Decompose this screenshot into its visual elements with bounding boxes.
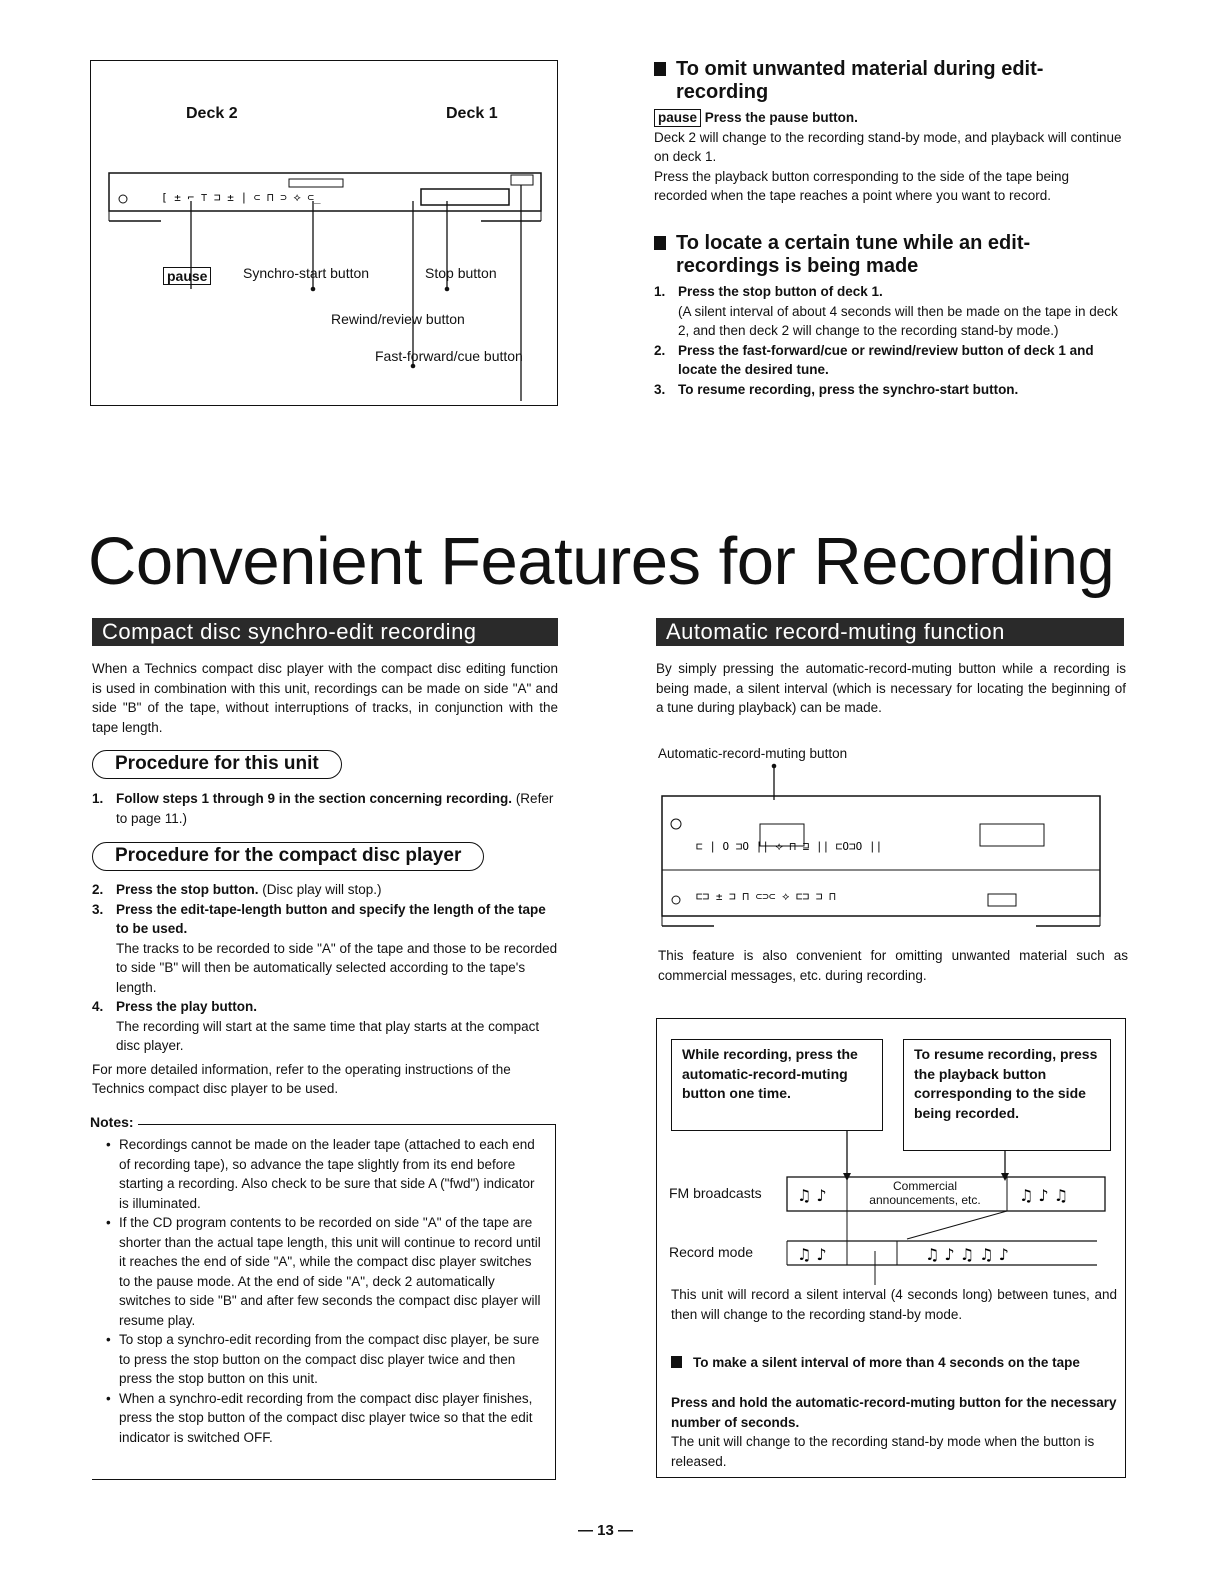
- unit-step-1: Follow steps 1 through 9 in the section concerning recording.: [116, 791, 513, 806]
- svg-text:♫ ♪: ♫ ♪: [797, 1186, 827, 1205]
- omit-p1: Deck 2 will change to the recording stand-by mode, and playback will continue on deck 1.: [654, 129, 1122, 164]
- unit-front-panel: [656, 760, 1106, 932]
- fm-broadcasts-label: FM broadcasts: [669, 1185, 762, 1201]
- longer-silence-instruction: Press and hold the automatic-record-muting button for the necessary number of seconds.: [671, 1395, 1117, 1430]
- muting-flow-box: [656, 1018, 1126, 1478]
- deck1-label: Deck 1: [446, 105, 498, 122]
- cd-step-2-note: (Disc play will stop.): [262, 882, 382, 897]
- longer-silence-note: The unit will change to the recording stand-by mode when the button is released.: [671, 1434, 1095, 1469]
- locate-section: To locate a certain tune while an edit-recordings is being made 1. Press the stop button of deck 1. (A silent interval of about 4 seconds will then be made on the tape in deck 2, and then deck 2 will change to the recording stand-by mode.) 2. Press the fast-forward/cue or rewind/review button of deck 1 and locate the desired tune. 3. To resume recording, press the synchro-start button.: [654, 232, 1124, 399]
- svg-text:♫ ♪ ♫: ♫ ♪ ♫: [1019, 1186, 1069, 1205]
- synchro-start-label: Synchro-start button: [243, 265, 370, 281]
- cd-step-4: Press the play button.: [116, 999, 258, 1014]
- svg-text:[ ± ⌐ ⊤ ⊐ ± ∣ ⊂ ⊓ ⊃ ⟡ ⊂_: [ ± ⌐ ⊤ ⊐ ± ∣ ⊂ ⊓ ⊃ ⟡ ⊂_: [161, 191, 321, 204]
- pause-key: pause: [163, 267, 211, 285]
- cd-step-4-note: The recording will start at the same time that play starts at the compact disc player.: [116, 1018, 540, 1053]
- procedure-unit-heading: Procedure for this unit: [92, 750, 342, 779]
- locate-step-1-note: (A silent interval of about 4 seconds will then be made on the tape in deck 2, and then deck 2 will change to the recording stand-by mode.): [678, 303, 1118, 338]
- muting-convenience: This feature is also convenient for omitting unwanted material such as commercial messages, etc. during recording.: [658, 948, 1128, 983]
- locate-heading: To locate a certain tune while an edit-recordings is being made: [654, 232, 1124, 278]
- cd-intro: When a Technics compact disc player with the compact disc editing function is used in combination with this unit, recordings can be made on side "A" and side "B" of the tape, without interruptions of tracks, in conjunction with the tape length.: [92, 661, 558, 735]
- omit-section: [654, 58, 1124, 206]
- note-1: • Recordings cannot be made on the leader tape (attached to each end of recording tape), so advance the tape slightly from its end before starting a recording. Also check to be sure that side A ("fwd") indicator is illuminated.: [106, 1135, 545, 1213]
- unit-step-1-ref: (Refer to page 11.): [116, 791, 554, 826]
- rewind-label: Rewind/review button: [331, 311, 465, 327]
- flow-box-press: While recording, press the automatic-record-muting button one time.: [671, 1039, 883, 1131]
- note-2: • If the CD program contents to be recorded on side "A" of the tape are shorter than the actual tape length, this unit will continue to record until it reaches the end of side "A", while the compact disc player switches to the pause mode. At the end of side "A", deck 2 automatically switches to side "B" and after few seconds the compact disc player will resume play.: [106, 1213, 545, 1330]
- page-title: Convenient Features for Recording: [88, 524, 1115, 599]
- muting-button-label: Automatic-record-muting button: [658, 746, 848, 761]
- note-3: • To stop a synchro-edit recording from the compact disc player, be sure to press the stop button on the compact disc player twice and then press the stop button on this unit.: [106, 1330, 545, 1389]
- page-number: — 13 —: [578, 1522, 634, 1539]
- notes-box: [90, 1114, 556, 1480]
- record-mode-label: Record mode: [669, 1244, 754, 1260]
- muting-intro: By simply pressing the automatic-record-muting button while a recording is being made, a silent interval (which is necessary for locating the beginning of a tune during playback) can be made.: [656, 661, 1126, 715]
- longer-silence-heading: To make a silent interval of more than 4 seconds on the tape: [671, 1353, 1117, 1373]
- silent-interval-note: This unit will record a silent interval (4 seconds long) between tunes, and then will change to the recording stand-by mode.: [671, 1287, 1117, 1322]
- svg-text:♫ ♪: ♫ ♪: [797, 1245, 827, 1264]
- cd-synchro-banner: Compact disc synchro-edit recording: [92, 618, 558, 646]
- deck-diagram: [90, 60, 558, 406]
- omit-instruction: Press the pause button.: [704, 110, 858, 125]
- cd-step-3: Press the edit-tape-length button and specify the length of the tape to be used.: [116, 901, 546, 936]
- cd-step-2: Press the stop button.: [116, 882, 259, 897]
- notes-title: Notes:: [90, 1113, 138, 1133]
- flow-box-resume: To resume recording, press the playback button corresponding to the side being recorded.: [903, 1039, 1111, 1151]
- deck2-label: Deck 2: [186, 105, 238, 122]
- muting-banner: Automatic record-muting function: [656, 618, 1124, 646]
- svg-text:♫ ♪ ♫ ♫ ♪: ♫ ♪ ♫ ♫ ♪: [925, 1245, 1009, 1264]
- ff-label: Fast-forward/cue button: [375, 348, 523, 364]
- procedure-cd-heading: Procedure for the compact disc player: [92, 842, 484, 871]
- locate-step-1: Press the stop button of deck 1.: [678, 284, 883, 299]
- commercial-label: Commercial announcements, etc.: [869, 1179, 981, 1207]
- pause-key-icon: pause: [654, 109, 701, 127]
- locate-step-2: Press the fast-forward/cue or rewind/review button of deck 1 and locate the desired tune.: [678, 342, 1094, 377]
- svg-text:⊏ ∣ O ⊐O ∣∣ ⟡ ⊓ ⊒ ∣∣ ⊏O⊐O ∣∣: ⊏ ∣ O ⊐O ∣∣ ⟡ ⊓ ⊒ ∣∣ ⊏O⊐O ∣∣: [696, 840, 883, 853]
- locate-step-3: To resume recording, press the synchro-start button.: [678, 381, 1019, 397]
- cd-more-info: For more detailed information, refer to the operating instructions of the Technics compact disc player to be used.: [92, 1061, 511, 1096]
- omit-heading: To omit unwanted material during edit-recording: [654, 58, 1124, 104]
- note-4: • When a synchro-edit recording from the compact disc player finishes, press the stop button of the compact disc player twice so that the edit indicator is switched OFF.: [106, 1389, 545, 1448]
- svg-text:⊏⊐ ± ⊐ ⊓ ⊂⊃⊂ ⟡ ⊏⊐ ⊐ ⊓: ⊏⊐ ± ⊐ ⊓ ⊂⊃⊂ ⟡ ⊏⊐ ⊐ ⊓: [696, 890, 836, 903]
- cd-step-3-note: The tracks to be recorded to side "A" of the tape and those to be recorded to side "B" will then be automatically selected according to the tape's length.: [116, 940, 558, 995]
- stop-label: Stop button: [425, 265, 497, 281]
- omit-p2: Press the playback button corresponding to the side of the tape being recorded when the tape reaches a point where you want to record.: [654, 168, 1070, 203]
